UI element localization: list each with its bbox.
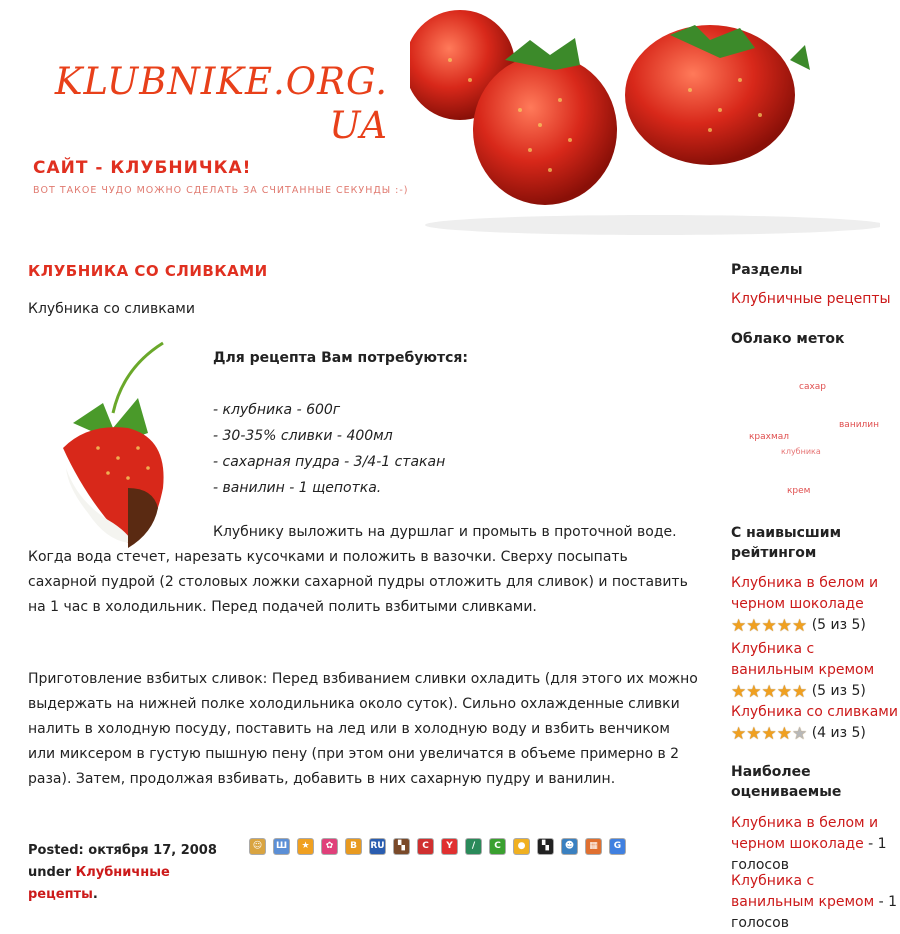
rating-stars bbox=[731, 616, 807, 638]
star-filled-icon: ★ bbox=[776, 682, 792, 702]
star-filled-icon: ★ bbox=[776, 724, 792, 744]
post-subtitle: Клубника со сливками bbox=[28, 301, 195, 317]
sidebar-top-rated-title: С наивысшим рейтингом bbox=[731, 525, 842, 561]
category-suffix: . bbox=[92, 887, 98, 902]
social-bookmark-3-icon[interactable]: ★ bbox=[297, 838, 314, 855]
most-rated-link[interactable]: Клубника в белом и черном шоколаде bbox=[731, 815, 879, 852]
top-rated-item bbox=[731, 639, 900, 704]
star-filled-icon: ★ bbox=[761, 682, 777, 702]
posted-date: октября 17, 2008 bbox=[88, 843, 217, 858]
most-rated-link[interactable]: Клубника с ванильным кремом bbox=[731, 873, 875, 910]
site-logo[interactable]: KLUBNIKE.ORG. UA bbox=[54, 60, 388, 147]
tag-link[interactable]: сахар bbox=[799, 382, 827, 392]
star-filled-icon: ★ bbox=[792, 616, 808, 636]
top-rated-link[interactable]: Клубника в белом и черном шоколаде bbox=[731, 575, 879, 612]
rating-stars bbox=[731, 682, 807, 704]
tag-link[interactable]: крахмал bbox=[749, 432, 790, 442]
tag-link[interactable]: ванилин bbox=[839, 420, 880, 430]
social-bookmark-13-icon[interactable]: ▚ bbox=[537, 838, 554, 855]
vote-count: - 1 голосов bbox=[731, 894, 898, 931]
social-bookmark-2-icon[interactable]: Ш bbox=[273, 838, 290, 855]
post-paragraph-2: Приготовление взбитых сливок: Перед взбиванием сливки охладить (для этого их можно выдержать на нижней полке холодильника около суток). Сильно охлажденные сливки налить в холодную посуду, поставить на лед или в холодную воду и взбить венчиком или миксером в густую пышную пену (при этом они увеличатся в объеме примерно в 2 раза). Затем, продолжая взбивать, добавить в них сахарную пудру и ванилин. bbox=[28, 671, 698, 787]
social-bookmark-11-icon[interactable]: C bbox=[489, 838, 506, 855]
site-title[interactable]: САЙТ - КЛУБНИЧКА! bbox=[33, 158, 252, 178]
star-filled-icon: ★ bbox=[731, 616, 747, 636]
social-bookmark-15-icon[interactable]: ▦ bbox=[585, 838, 602, 855]
social-bookmark-12-icon[interactable]: ● bbox=[513, 838, 530, 855]
sidebar-most-rated-title: Наиболее оцениваемые bbox=[731, 764, 842, 800]
star-filled-icon: ★ bbox=[761, 724, 777, 744]
social-bookmark-1-icon[interactable]: ☺ bbox=[249, 838, 266, 855]
site-tagline: ВОТ ТАКОЕ ЧУДО МОЖНО СДЕЛАТЬ ЗА СЧИТАННЫЕ СЕКУНДЫ :-) bbox=[33, 185, 409, 196]
social-bookmark-10-icon[interactable]: / bbox=[465, 838, 482, 855]
star-empty-icon: ★ bbox=[792, 724, 808, 744]
top-rated-item bbox=[731, 573, 900, 638]
tag-cloud bbox=[731, 372, 891, 507]
ingredient-item: - 30-35% сливки - 400мл bbox=[213, 428, 393, 444]
ingredient-item: - сахарная пудра - 3/4-1 стакан bbox=[213, 454, 446, 470]
star-filled-icon: ★ bbox=[746, 682, 762, 702]
top-rated-link[interactable]: Клубника с ванильным кремом bbox=[731, 641, 875, 678]
rating-score: (5 из 5) bbox=[811, 683, 866, 699]
star-filled-icon: ★ bbox=[731, 724, 747, 744]
social-bookmark-9-icon[interactable]: Y bbox=[441, 838, 458, 855]
social-bookmark-16-icon[interactable]: G bbox=[609, 838, 626, 855]
star-filled-icon: ★ bbox=[746, 616, 762, 636]
social-bookmark-4-icon[interactable]: ✿ bbox=[321, 838, 338, 855]
social-bookmark-14-icon[interactable]: ☻ bbox=[561, 838, 578, 855]
post-category-link[interactable]: Клубничные рецепты bbox=[28, 865, 170, 902]
rating-stars bbox=[731, 724, 807, 746]
star-filled-icon: ★ bbox=[746, 724, 762, 744]
under-label: under bbox=[28, 865, 72, 880]
ingredient-item: - клубника - 600г bbox=[213, 402, 341, 418]
posted-label: Posted: bbox=[28, 843, 84, 858]
sidebar-category-link[interactable]: Клубничные рецепты bbox=[731, 291, 891, 307]
social-bookmark-8-icon[interactable]: C bbox=[417, 838, 434, 855]
top-rated-link[interactable]: Клубника со сливками bbox=[731, 704, 898, 720]
post-title[interactable]: КЛУБНИКА СО СЛИВКАМИ bbox=[28, 262, 268, 280]
rating-score: (5 из 5) bbox=[811, 617, 866, 633]
social-bookmark-5-icon[interactable]: B bbox=[345, 838, 362, 855]
star-filled-icon: ★ bbox=[761, 616, 777, 636]
star-filled-icon: ★ bbox=[792, 682, 808, 702]
strawberries-header-image bbox=[410, 0, 880, 235]
social-bookmarks bbox=[249, 838, 626, 855]
sidebar-tagcloud-title: Облако меток bbox=[731, 331, 845, 347]
star-filled-icon: ★ bbox=[731, 682, 747, 702]
recipe-heading: Для рецепта Вам потребуются: bbox=[213, 350, 468, 366]
sidebar-sections-title: Разделы bbox=[731, 262, 803, 278]
rating-score: (4 из 5) bbox=[811, 725, 866, 741]
most-rated-item bbox=[731, 871, 900, 934]
post-paragraph-1: Клубнику выложить на дуршлаг и промыть в проточной воде. Когда вода стечет, нарезать кусочками и положить в вазочки. Сверху посыпать сахарной пудрой (2 столовых ложки сахарной пудры отложить для сливок) и поставить на 1 час в холодильник. Перед подачей полить взбитыми сливками. bbox=[28, 524, 688, 615]
ingredient-item: - ванилин - 1 щепотка. bbox=[213, 480, 382, 496]
tag-link[interactable]: крем bbox=[787, 486, 811, 496]
tag-link[interactable]: клубника bbox=[781, 447, 821, 456]
site-header bbox=[0, 0, 900, 240]
top-rated-item bbox=[731, 702, 900, 746]
most-rated-item bbox=[731, 813, 900, 876]
star-filled-icon: ★ bbox=[776, 616, 792, 636]
vote-count: - 1 голосов bbox=[731, 836, 887, 873]
social-bookmark-6-icon[interactable]: RU bbox=[369, 838, 386, 855]
post-meta bbox=[28, 840, 218, 906]
social-bookmark-7-icon[interactable]: ▚ bbox=[393, 838, 410, 855]
